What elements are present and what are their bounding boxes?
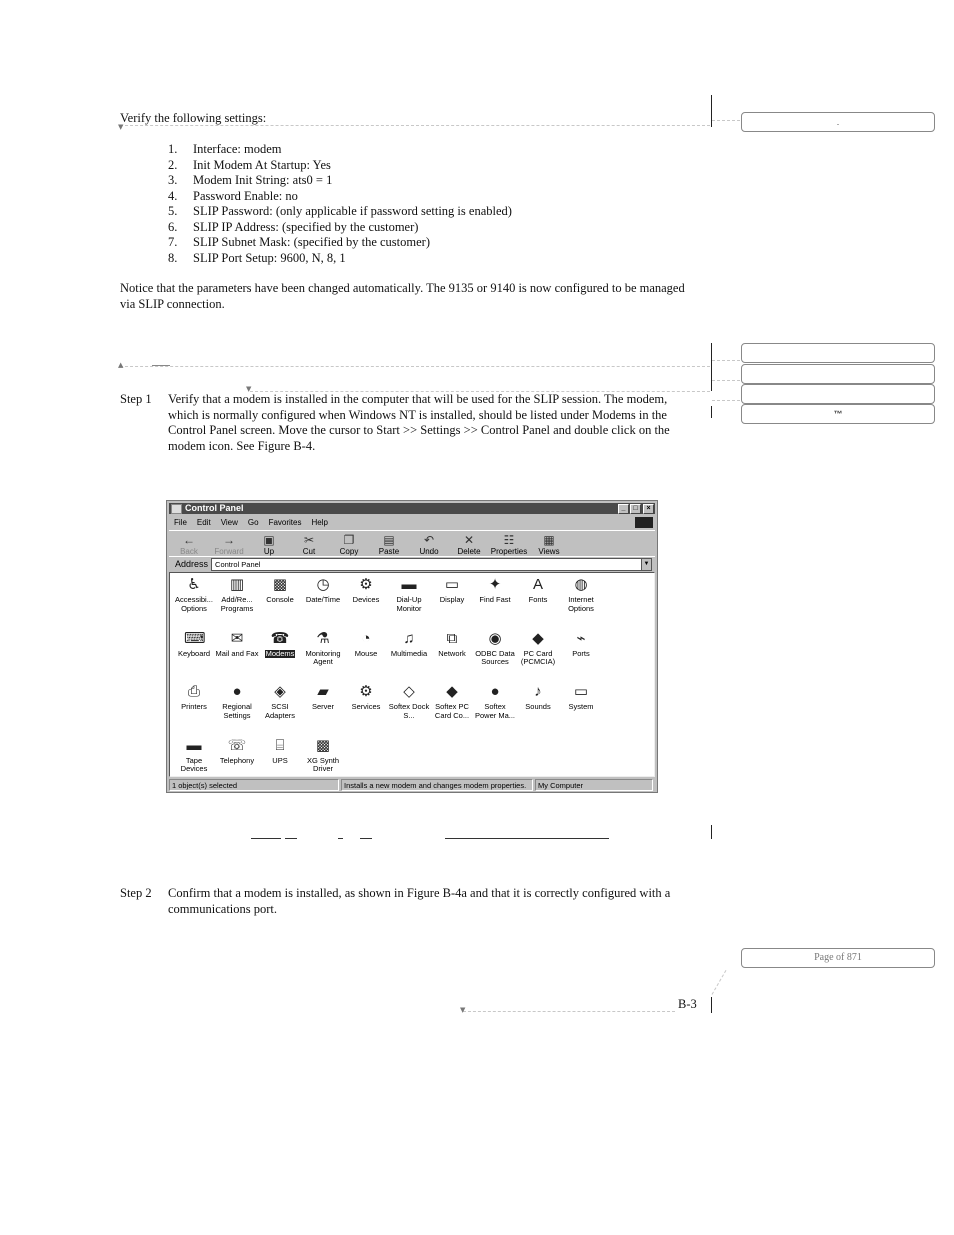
control-panel-item[interactable] [430, 683, 474, 720]
settings-list-item [168, 173, 512, 189]
control-panel-item-label: System [568, 702, 594, 711]
tape-devices-icon: ▬ [186, 736, 202, 754]
address-input[interactable] [211, 558, 652, 571]
control-panel-item-label: Mail and Fax [215, 648, 259, 658]
printers-icon: ⎙ [187, 683, 200, 700]
comment-box[interactable] [741, 384, 935, 404]
menu-help[interactable]: Help [311, 518, 328, 527]
menu-bar [169, 516, 655, 529]
control-panel-item[interactable] [387, 630, 431, 659]
settings-list-item [168, 235, 512, 251]
multimedia-icon: ♫ [403, 629, 415, 647]
underline-fragment [445, 838, 609, 839]
address-bar [169, 556, 655, 571]
devices-icon: ⚙ [359, 576, 373, 593]
control-panel-item[interactable] [516, 630, 560, 667]
keyboard-icon: ⌨ [184, 629, 206, 647]
control-panel-item[interactable] [215, 683, 259, 720]
comment-anchor-icon: ▲ [118, 361, 124, 369]
control-panel-item-label: Network [438, 648, 466, 658]
find-fast-icon: ✦ [488, 576, 502, 593]
control-panel-item[interactable] [172, 576, 216, 613]
underline-fragment [251, 838, 281, 839]
control-panel-item-label: Softex Dock S... [388, 702, 430, 720]
intro-text: Verify the following settings: [120, 111, 267, 125]
control-panel-item[interactable] [215, 737, 259, 766]
scsi-adapters-icon: ◈ [274, 683, 286, 700]
list-text: Interface: modem [193, 142, 282, 156]
notice-text: Notice that the parameters have been changed automatically. The 9135 or 9140 is now configured to be managed via SLIP connection. [120, 281, 685, 311]
toolbar-properties-button[interactable] [489, 533, 529, 556]
maximize-button[interactable]: □ [630, 504, 641, 514]
list-number: 1. [168, 142, 178, 156]
toolbar-copy-button[interactable] [329, 533, 369, 556]
control-panel-item[interactable] [301, 683, 345, 712]
toolbar-back-button[interactable] [169, 533, 209, 556]
control-panel-item-label: Tape Devices [180, 755, 208, 773]
control-panel-item-label: Display [439, 595, 465, 604]
comment-leader-line [120, 125, 710, 126]
control-panel-item[interactable] [559, 576, 603, 613]
add-remove-programs-icon: ▥ [229, 576, 245, 593]
menu-file[interactable]: File [174, 518, 187, 527]
control-panel-item-label: Fonts [528, 595, 548, 604]
underline-fragment [360, 838, 372, 839]
step-2-label: Step 2 [120, 886, 152, 900]
toolbar-label: Cut [302, 547, 316, 556]
settings-list-item [168, 158, 512, 174]
comment-leader-line [712, 120, 740, 121]
control-panel-item-label: Multimedia [390, 648, 428, 658]
comment-anchor-icon: ▼ [118, 123, 124, 131]
close-button[interactable]: × [643, 504, 654, 514]
comment-box[interactable]: . [741, 112, 935, 132]
title-bar [169, 503, 655, 514]
toolbar-delete-button[interactable] [449, 533, 489, 556]
toolbar-label: Delete [457, 547, 481, 556]
list-number: 5. [168, 204, 178, 218]
control-panel-item[interactable] [516, 576, 560, 605]
monitoring-agent-icon: ⚗ [316, 629, 330, 647]
address-label: Address [175, 559, 209, 569]
softex-power-icon: ● [490, 683, 500, 700]
control-panel-item[interactable] [473, 630, 517, 667]
accessibility-icon: ♿ [187, 576, 201, 593]
toolbar-label: Undo [419, 547, 439, 556]
comment-leader-line [712, 970, 727, 995]
control-panel-item-label: Sounds [525, 702, 551, 711]
icon-area [169, 572, 655, 777]
toolbar-label: Views [538, 547, 560, 556]
control-panel-item[interactable] [559, 683, 603, 712]
control-panel-item-label: Telephony [219, 755, 255, 765]
list-text: SLIP IP Address: (specified by the customer) [193, 219, 419, 234]
list-number: 8. [168, 250, 178, 265]
properties-icon: ☷ [503, 533, 515, 547]
list-text: SLIP Port Setup: 9600, N, 8, 1 [193, 250, 346, 265]
list-text: SLIP Password: (only applicable if password setting is enabled) [193, 204, 512, 218]
step-2-text: Confirm that a modem is installed, as shown in Figure B-4a and that it is correctly configured with a communications port. [168, 886, 671, 916]
control-panel-item[interactable] [473, 576, 517, 605]
comment-leader-line [712, 380, 740, 381]
undo-icon: ↶ [423, 533, 435, 547]
toolbar [169, 530, 655, 556]
control-panel-item[interactable] [301, 737, 345, 774]
list-text: SLIP Subnet Mask: (specified by the customer) [193, 235, 430, 249]
control-panel-item-label: Keyboard [177, 648, 211, 658]
menu-edit[interactable]: Edit [196, 518, 211, 527]
sounds-icon: ♪ [534, 683, 542, 700]
comment-box[interactable] [741, 364, 935, 384]
list-number: 4. [168, 188, 178, 203]
comment-anchor-icon: ▼ [246, 385, 252, 393]
control-panel-item[interactable] [387, 683, 431, 720]
control-panel-item-label: Server [311, 702, 335, 711]
status-description: Installs a new modem and changes modem properties. [341, 779, 533, 791]
toolbar-forward-button[interactable] [209, 533, 249, 556]
copy-icon: ❐ [343, 533, 355, 547]
control-panel-item-label: Add/Re... Programs [220, 595, 254, 613]
control-panel-item-label: ODBC Data Sources [475, 648, 515, 666]
control-panel-item[interactable] [258, 737, 302, 766]
chevron-down-icon[interactable]: ▼ [641, 559, 651, 570]
control-panel-item[interactable] [559, 630, 603, 659]
comment-leader-line [463, 1011, 675, 1012]
list-number: 7. [168, 235, 178, 249]
menu-view[interactable]: View [220, 518, 238, 527]
control-panel-item-label: SCSI Adapters [264, 702, 296, 720]
settings-list-item [168, 251, 512, 267]
step-1 [120, 392, 700, 454]
comment-leader-line [712, 400, 740, 401]
control-panel-item[interactable] [344, 576, 388, 605]
control-panel-item-label: Date/Time [305, 595, 341, 604]
telephony-icon: ☏ [227, 736, 247, 754]
settings-list-item [168, 142, 512, 158]
control-panel-item[interactable] [258, 630, 302, 659]
list-text: Init Modem At Startup: Yes [193, 157, 331, 172]
console-icon: ▩ [272, 576, 288, 593]
mail-fax-icon: ✉ [230, 629, 244, 647]
control-panel-item[interactable] [215, 576, 259, 613]
back-arrow-icon: ← [183, 533, 195, 547]
change-bar [711, 406, 712, 418]
change-bar [711, 95, 712, 127]
control-panel-item[interactable] [516, 683, 560, 712]
control-panel-item[interactable] [215, 630, 259, 659]
control-panel-item-label: Softex Power Ma... [474, 702, 515, 720]
list-text: Modem Init String: ats0 = 1 [193, 173, 333, 187]
control-panel-item[interactable] [344, 630, 388, 659]
internet-options-icon: ◍ [574, 576, 588, 593]
regional-settings-icon: ● [232, 683, 242, 700]
control-panel-item-label: Find Fast [479, 595, 511, 604]
step-2 [120, 886, 700, 917]
status-zone: My Computer [535, 779, 653, 791]
change-bar [711, 825, 712, 839]
control-panel-item-label: Monitoring Agent [305, 648, 341, 666]
control-panel-item[interactable] [172, 683, 216, 712]
fonts-icon: A [532, 576, 543, 593]
control-panel-item-label: Printers [181, 702, 207, 711]
control-panel-item[interactable] [301, 576, 345, 605]
comment-leader-line [250, 391, 710, 392]
dial-up-monitor-icon: ▬ [401, 576, 417, 593]
control-panel-item[interactable] [430, 630, 474, 659]
toolbar-label: Copy [339, 547, 359, 556]
ups-icon: ⌸ [275, 736, 285, 754]
page-count-box: Page of 871 [741, 948, 935, 968]
toolbar-label: Properties [490, 547, 528, 556]
control-panel-item-label: Accessibi... Options [175, 595, 213, 613]
control-panel-item[interactable] [258, 576, 302, 605]
server-icon: ▰ [317, 683, 329, 700]
network-icon: ⧉ [446, 629, 458, 647]
control-panel-item[interactable] [430, 576, 474, 605]
address-value: Control Panel [215, 559, 261, 569]
underline-fragment [285, 838, 297, 839]
minimize-button[interactable]: _ [618, 504, 629, 514]
page-number: B-3 [678, 997, 697, 1011]
control-panel-item-label: Ports [572, 648, 590, 658]
settings-list-item [168, 189, 512, 205]
windows-logo-icon [635, 517, 653, 528]
pc-card-icon: ◆ [532, 629, 544, 647]
toolbar-paste-button[interactable] [369, 533, 409, 556]
control-panel-item-label: Console [266, 595, 294, 604]
control-panel-item-label: Regional Settings [222, 702, 252, 720]
comment-box[interactable]: ™ [741, 404, 935, 424]
settings-list [168, 142, 512, 266]
control-panel-item[interactable] [473, 683, 517, 720]
step-1-label: Step 1 [120, 392, 152, 406]
status-selection: 1 object(s) selected [169, 779, 339, 791]
status-bar [169, 779, 655, 791]
comment-leader-line [152, 365, 170, 366]
odbc-data-sources-icon: ◉ [488, 629, 502, 647]
forward-arrow-icon: → [223, 533, 235, 547]
control-panel-item-label: Softex PC Card Co... [434, 702, 470, 720]
toolbar-label: Paste [378, 547, 400, 556]
control-panel-item[interactable] [258, 683, 302, 720]
control-panel-item-label: Modems [265, 648, 295, 658]
xg-synth-driver-icon: ▩ [315, 736, 331, 754]
ports-icon: ⌁ [576, 629, 586, 647]
menu-go[interactable]: Go [247, 518, 259, 527]
softex-dock-icon: ◇ [403, 683, 415, 700]
comment-box[interactable] [741, 343, 935, 363]
settings-list-item [168, 220, 512, 236]
control-panel-icon [171, 504, 182, 514]
toolbar-cut-button[interactable] [289, 533, 329, 556]
toolbar-label: Up [263, 547, 275, 556]
step-1-text: Verify that a modem is installed in the computer that will be used for the SLIP session. The modem, which is normally configured when Windows NT is installed, should be listed under Modems in the Control Panel screen. Move the cursor to Start >> Settings >> Control Panel and double click on the modem icon. See Figure B-4. [168, 392, 670, 453]
services-icon: ⚙ [359, 683, 373, 700]
change-bar [711, 343, 712, 391]
control-panel-item[interactable] [387, 576, 431, 613]
control-panel-item-label: Services [351, 702, 381, 711]
delete-icon: ✕ [463, 533, 475, 547]
control-panel-item-label: XG Synth Driver [306, 755, 340, 773]
control-panel-item-label: Devices [352, 595, 380, 604]
list-number: 6. [168, 219, 178, 234]
settings-list-item [168, 204, 512, 220]
control-panel-item-label: Dial-Up Monitor [396, 595, 422, 613]
comment-leader-line [120, 366, 710, 367]
menu-favorites[interactable]: Favorites [268, 518, 302, 527]
control-panel-item-label: Internet Options [568, 595, 594, 613]
comment-leader-line [712, 360, 740, 361]
cut-icon: ✂ [303, 533, 315, 547]
control-panel-item[interactable] [344, 683, 388, 712]
modems-icon: ☎ [270, 629, 290, 647]
system-icon: ▭ [573, 683, 589, 700]
control-panel-item-label: UPS [272, 755, 288, 765]
list-text: Password Enable: no [193, 188, 298, 203]
mouse-icon: ◔ [361, 629, 371, 647]
display-icon: ▭ [444, 576, 460, 593]
toolbar-undo-button[interactable] [409, 533, 449, 556]
toolbar-label: Forward [214, 547, 244, 556]
control-panel-item[interactable] [172, 630, 216, 659]
control-panel-item[interactable] [301, 630, 345, 667]
underline-fragment [338, 838, 343, 839]
control-panel-item-label: PC Card (PCMCIA) [520, 648, 556, 666]
toolbar-label: Back [180, 547, 198, 556]
control-panel-item-label: Mouse [354, 648, 378, 658]
toolbar-up-button[interactable] [249, 533, 289, 556]
control-panel-window [166, 500, 658, 793]
list-number: 2. [168, 157, 178, 172]
control-panel-item[interactable] [172, 737, 216, 774]
up-folder-icon: ▣ [263, 533, 275, 547]
softex-pc-card-icon: ◆ [446, 683, 458, 700]
comment-anchor-icon: ▼ [460, 1006, 466, 1014]
window-title: Control Panel [185, 503, 244, 513]
list-number: 3. [168, 173, 178, 187]
change-bar [711, 997, 712, 1013]
date-time-icon: ◷ [316, 576, 330, 593]
paste-icon: ▤ [383, 533, 395, 547]
views-icon: ▦ [543, 533, 555, 547]
toolbar-views-button[interactable] [529, 533, 569, 556]
